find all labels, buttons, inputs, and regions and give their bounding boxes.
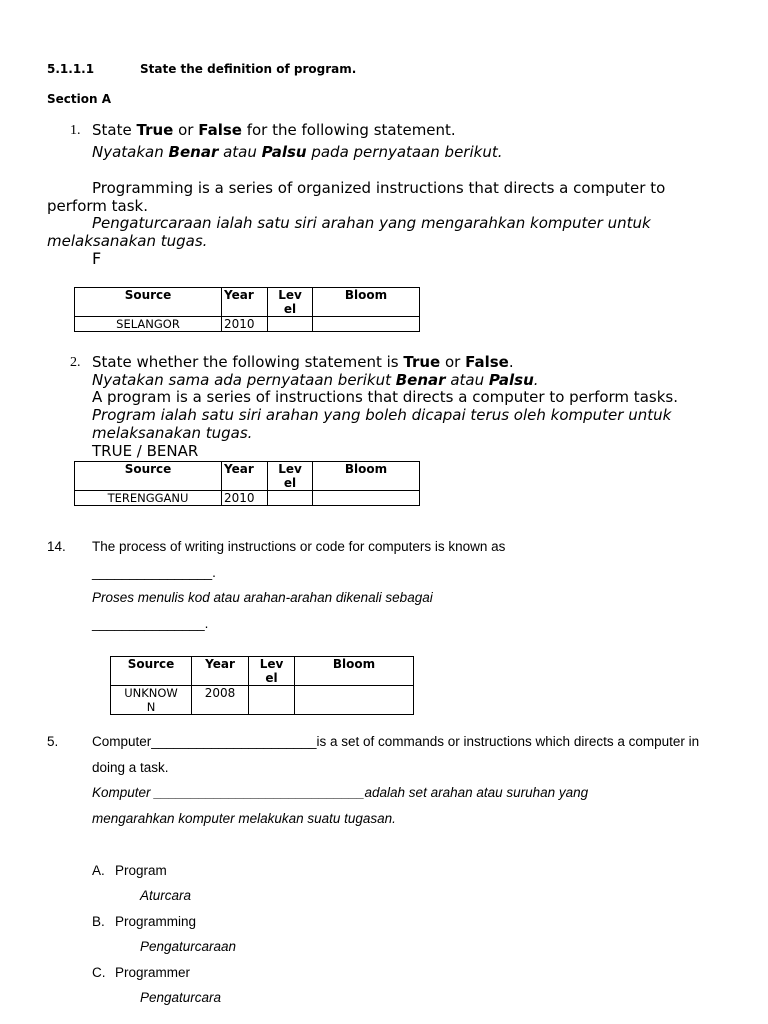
statement-en: A program is a series of instructions that directs a computer to perform tasks.: [92, 388, 678, 406]
question-instruction-ms: Nyatakan Benar atau Palsu pada pernyataan berikut.: [92, 143, 503, 161]
header-level: Lev el: [249, 657, 295, 686]
statement-ms-line1: Pengaturcaraan ialah satu siri arahan yang mengarahkan komputer untuk: [92, 214, 651, 232]
header-level: Lev el: [268, 288, 313, 317]
question-metadata-table: [74, 461, 420, 506]
question-instruction-en: State whether the following statement is True or False.: [92, 353, 514, 371]
header-level: Lev el: [268, 462, 313, 491]
header-year: Year: [222, 288, 268, 317]
statement-en-line1: Programming is a series of organized instructions that directs a computer to: [92, 179, 666, 197]
question-number: 14.: [47, 539, 66, 554]
question-text-en: The process of writing instructions or code for computers is known as: [92, 539, 506, 554]
question-number: 5.: [47, 734, 59, 749]
question-instruction-en: State True or False for the following statement.: [92, 121, 456, 139]
cell-bloom: [313, 317, 420, 332]
cell-source: UNKNOW N: [111, 686, 192, 715]
question-text-ms-line1: Komputer ____________________________adalah set arahan atau suruhan yang: [92, 785, 589, 800]
statement-en-line2: perform task.: [47, 197, 149, 215]
option-a-text: Program: [115, 863, 167, 878]
cell-year: 2008: [192, 686, 249, 715]
section-number: 5.1.1.1: [47, 62, 95, 76]
cell-year: 2010: [222, 491, 268, 506]
question-text-en-line2: doing a task.: [92, 760, 169, 775]
option-a-letter: A.: [92, 863, 105, 878]
cell-level: [268, 317, 313, 332]
header-year: Year: [222, 462, 268, 491]
question-text-ms-line2: mengarahkan komputer melakukan suatu tugasan.: [92, 811, 396, 826]
question-instruction-ms: Nyatakan sama ada pernyataan berikut Benar atau Palsu.: [92, 371, 539, 389]
question-number: 2.: [70, 355, 81, 370]
question-metadata-table: [110, 656, 414, 715]
option-c-letter: C.: [92, 965, 106, 980]
option-b-letter: B.: [92, 914, 105, 929]
header-bloom: Bloom: [295, 657, 414, 686]
section-title: State the definition of program.: [140, 62, 357, 76]
answer-blank-ms: _______________.: [92, 616, 209, 631]
header-source: Source: [75, 288, 222, 317]
answer: TRUE / BENAR: [92, 442, 199, 460]
answer-blank: ________________.: [92, 565, 216, 580]
statement-ms-line2: melaksanakan tugas.: [92, 424, 253, 442]
option-c-text-ms: Pengaturcara: [140, 990, 222, 1005]
header-bloom: Bloom: [313, 462, 420, 491]
cell-bloom: [313, 491, 420, 506]
question-number: 1.: [70, 123, 81, 138]
answer: F: [92, 249, 102, 268]
cell-source: TERENGGANU: [75, 491, 222, 506]
cell-year: 2010: [222, 317, 268, 332]
cell-level: [249, 686, 295, 715]
statement-ms-line1: Program ialah satu siri arahan yang boleh dicapai terus oleh komputer untuk: [92, 406, 672, 424]
question-text-en-line1: Computer______________________is a set of commands or instructions which directs a computer in: [92, 734, 700, 749]
option-b-text: Programming: [115, 914, 197, 929]
header-year: Year: [192, 657, 249, 686]
cell-bloom: [295, 686, 414, 715]
option-c-text: Programmer: [115, 965, 191, 980]
statement-ms-line2: melaksanakan tugas.: [47, 232, 208, 250]
option-a-text-ms: Aturcara: [140, 888, 192, 903]
header-bloom: Bloom: [313, 288, 420, 317]
question-text-ms: Proses menulis kod atau arahan-arahan dikenali sebagai: [92, 590, 433, 605]
section-label: Section A: [47, 92, 111, 106]
header-source: Source: [75, 462, 222, 491]
cell-source: SELANGOR: [75, 317, 222, 332]
header-source: Source: [111, 657, 192, 686]
cell-level: [268, 491, 313, 506]
option-b-text-ms: Pengaturcaraan: [140, 939, 237, 954]
question-metadata-table: [74, 287, 420, 332]
